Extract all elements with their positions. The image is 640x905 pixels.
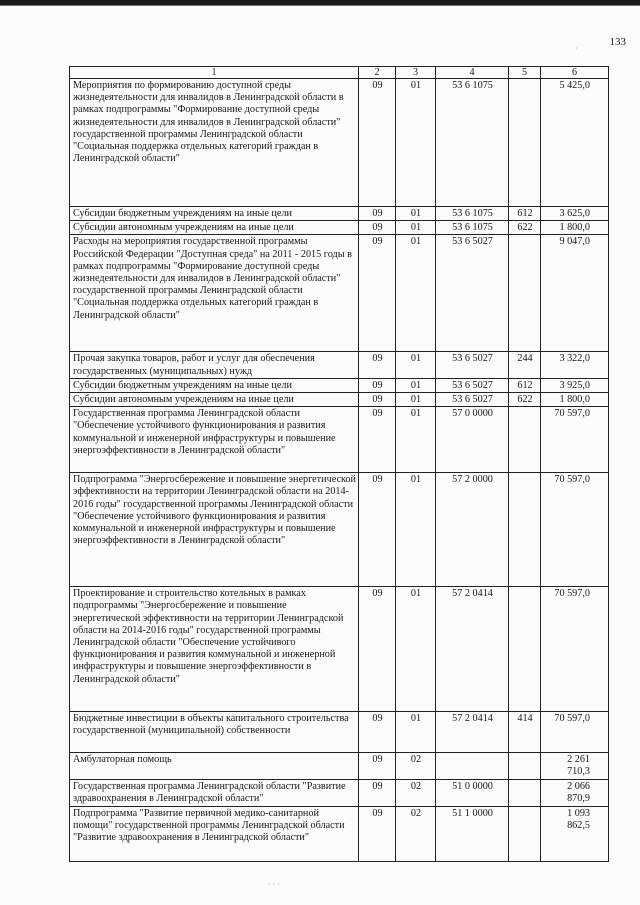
amount-cell: 70 597,0 xyxy=(541,473,609,587)
target-article-cell: 53 6 1075 xyxy=(436,221,509,235)
subsection-cell: 02 xyxy=(396,779,436,806)
header-cell: 1 xyxy=(70,67,359,79)
amount-cell: 9 047,0 xyxy=(541,235,609,352)
scan-speck: · xyxy=(575,44,578,53)
table-row xyxy=(70,393,609,407)
section-cell: 09 xyxy=(359,473,396,587)
amount-cell: 1 800,0 xyxy=(541,221,609,235)
subsection-cell: 01 xyxy=(396,587,436,712)
header-cell: 3 xyxy=(396,67,436,79)
expense-type-cell xyxy=(509,235,541,352)
table-row xyxy=(70,753,609,779)
header-row xyxy=(70,67,609,79)
section-cell: 09 xyxy=(359,393,396,407)
expense-type-cell: 612 xyxy=(509,207,541,221)
section-cell: 09 xyxy=(359,235,396,352)
section-cell: 09 xyxy=(359,587,396,712)
amount-cell: 2 066 870,9 xyxy=(541,779,609,806)
amount-cell: 3 322,0 xyxy=(541,352,609,378)
table-row xyxy=(70,221,609,235)
section-cell: 09 xyxy=(359,806,396,861)
target-article-cell: 57 2 0414 xyxy=(436,587,509,712)
table-row xyxy=(70,235,609,352)
name-cell: Расходы на мероприятия государственной программы Российской Федерации "Доступная среда" на 2011 - 2015 годы в рамках подпрограммы "Формирование доступной среды жизнедеятельности для инвалидов в Ленинградской области" государственной программы Ленинградской области "Социальная поддержка отдельных категорий граждан в Ленинградской области" xyxy=(70,235,359,352)
target-article-cell: 53 6 5027 xyxy=(436,235,509,352)
amount-cell: 3 925,0 xyxy=(541,378,609,392)
subsection-cell: 01 xyxy=(396,407,436,473)
expense-type-cell xyxy=(509,779,541,806)
target-article-cell: 51 1 0000 xyxy=(436,806,509,861)
header-cell: 2 xyxy=(359,67,396,79)
table-row xyxy=(70,712,609,753)
table-row xyxy=(70,407,609,473)
amount-cell: 3 625,0 xyxy=(541,207,609,221)
expense-type-cell: 622 xyxy=(509,221,541,235)
name-cell: Субсидии автономным учреждениям на иные цели xyxy=(70,221,359,235)
table-row xyxy=(70,587,609,712)
expense-type-cell: 612 xyxy=(509,378,541,392)
scan-speck: · · · xyxy=(268,880,280,889)
expense-type-cell: 622 xyxy=(509,393,541,407)
name-cell: Подпрограмма "Энергосбережение и повышение энергетической эффективности на территории Ленинградской области на 2014-2016 годы" государственной программы Ленинградской области "Обеспечение устойчивого функционирования и развития коммунальной и инженерной инфраструктуры и повышение энергоэффективности в Ленинградской области" xyxy=(70,473,359,587)
scan-top-border-shadow xyxy=(0,5,640,6)
target-article-cell xyxy=(436,753,509,779)
table-row xyxy=(70,473,609,587)
target-article-cell: 57 2 0000 xyxy=(436,473,509,587)
target-article-cell: 53 6 5027 xyxy=(436,352,509,378)
expense-type-cell: 414 xyxy=(509,712,541,753)
table-row xyxy=(70,207,609,221)
subsection-cell: 01 xyxy=(396,712,436,753)
subsection-cell: 01 xyxy=(396,378,436,392)
subsection-cell: 01 xyxy=(396,79,436,207)
amount-cell: 1 800,0 xyxy=(541,393,609,407)
amount-cell: 5 425,0 xyxy=(541,79,609,207)
section-cell: 09 xyxy=(359,221,396,235)
header-cell: 5 xyxy=(509,67,541,79)
name-cell: Субсидии автономным учреждениям на иные цели xyxy=(70,393,359,407)
expense-type-cell xyxy=(509,407,541,473)
expense-type-cell xyxy=(509,753,541,779)
section-cell: 09 xyxy=(359,753,396,779)
target-article-cell: 53 6 5027 xyxy=(436,393,509,407)
subsection-cell: 01 xyxy=(396,393,436,407)
subsection-cell: 02 xyxy=(396,806,436,861)
subsection-cell: 01 xyxy=(396,221,436,235)
name-cell: Прочая закупка товаров, работ и услуг для обеспечения государственных (муниципальных) нужд xyxy=(70,352,359,378)
amount-cell: 70 597,0 xyxy=(541,712,609,753)
table-row xyxy=(70,79,609,207)
name-cell: Мероприятия по формированию доступной среды жизнедеятельности для инвалидов в Ленинградской области в рамках подпрограммы "Формирование доступной среды жизнедеятельности для инвалидов в Ленинградской области" государственной программы Ленинградской области "Социальная поддержка отдельных категорий граждан в Ленинградской области" xyxy=(70,79,359,207)
budget-table xyxy=(69,66,609,862)
section-cell: 09 xyxy=(359,407,396,473)
target-article-cell: 53 6 1075 xyxy=(436,79,509,207)
section-cell: 09 xyxy=(359,378,396,392)
target-article-cell: 57 0 0000 xyxy=(436,407,509,473)
amount-cell: 2 261 710,3 xyxy=(541,753,609,779)
name-cell: Государственная программа Ленинградской области "Обеспечение устойчивого функционирования и развития коммунальной и инженерной инфраструктуры и повышение энергоэффективности в Ленинградской области" xyxy=(70,407,359,473)
table-row xyxy=(70,806,609,861)
name-cell: Субсидии бюджетным учреждениям на иные цели xyxy=(70,207,359,221)
name-cell: Подпрограмма "Развитие первичной медико-санитарной помощи" государственной программы Ленинградской области "Развитие здравоохранения в Ленинградской области" xyxy=(70,806,359,861)
page-number: 133 xyxy=(609,36,626,48)
name-cell: Амбулаторная помощь xyxy=(70,753,359,779)
target-article-cell: 57 2 0414 xyxy=(436,712,509,753)
target-article-cell: 53 6 5027 xyxy=(436,378,509,392)
table-row xyxy=(70,779,609,806)
section-cell: 09 xyxy=(359,352,396,378)
amount-cell: 1 093 862,5 xyxy=(541,806,609,861)
expense-type-cell xyxy=(509,806,541,861)
expense-type-cell xyxy=(509,79,541,207)
table-row xyxy=(70,378,609,392)
expense-type-cell: 244 xyxy=(509,352,541,378)
subsection-cell: 01 xyxy=(396,352,436,378)
header-cell: 6 xyxy=(541,67,609,79)
target-article-cell: 51 0 0000 xyxy=(436,779,509,806)
name-cell: Проектирование и строительство котельных в рамках подпрограммы "Энергосбережение и повышение энергетической эффективности на территории Ленинградской области на 2014-2016 годы" государственной программы Ленинградской области "Обеспечение устойчивого функционирования и развития коммунальной и инженерной инфраструктуры и повышение энергоэффективности в Ленинградской области" xyxy=(70,587,359,712)
section-cell: 09 xyxy=(359,207,396,221)
table-row xyxy=(70,352,609,378)
name-cell: Субсидии бюджетным учреждениям на иные цели xyxy=(70,378,359,392)
subsection-cell: 02 xyxy=(396,753,436,779)
amount-cell: 70 597,0 xyxy=(541,407,609,473)
name-cell: Бюджетные инвестиции в объекты капитального строительства государственной (муниципальной) собственности xyxy=(70,712,359,753)
amount-cell: 70 597,0 xyxy=(541,587,609,712)
section-cell: 09 xyxy=(359,79,396,207)
target-article-cell: 53 6 1075 xyxy=(436,207,509,221)
subsection-cell: 01 xyxy=(396,235,436,352)
name-cell: Государственная программа Ленинградской области "Развитие здравоохранения в Ленинградской области" xyxy=(70,779,359,806)
section-cell: 09 xyxy=(359,779,396,806)
expense-type-cell xyxy=(509,587,541,712)
expense-type-cell xyxy=(509,473,541,587)
subsection-cell: 01 xyxy=(396,473,436,587)
subsection-cell: 01 xyxy=(396,207,436,221)
header-cell: 4 xyxy=(436,67,509,79)
section-cell: 09 xyxy=(359,712,396,753)
